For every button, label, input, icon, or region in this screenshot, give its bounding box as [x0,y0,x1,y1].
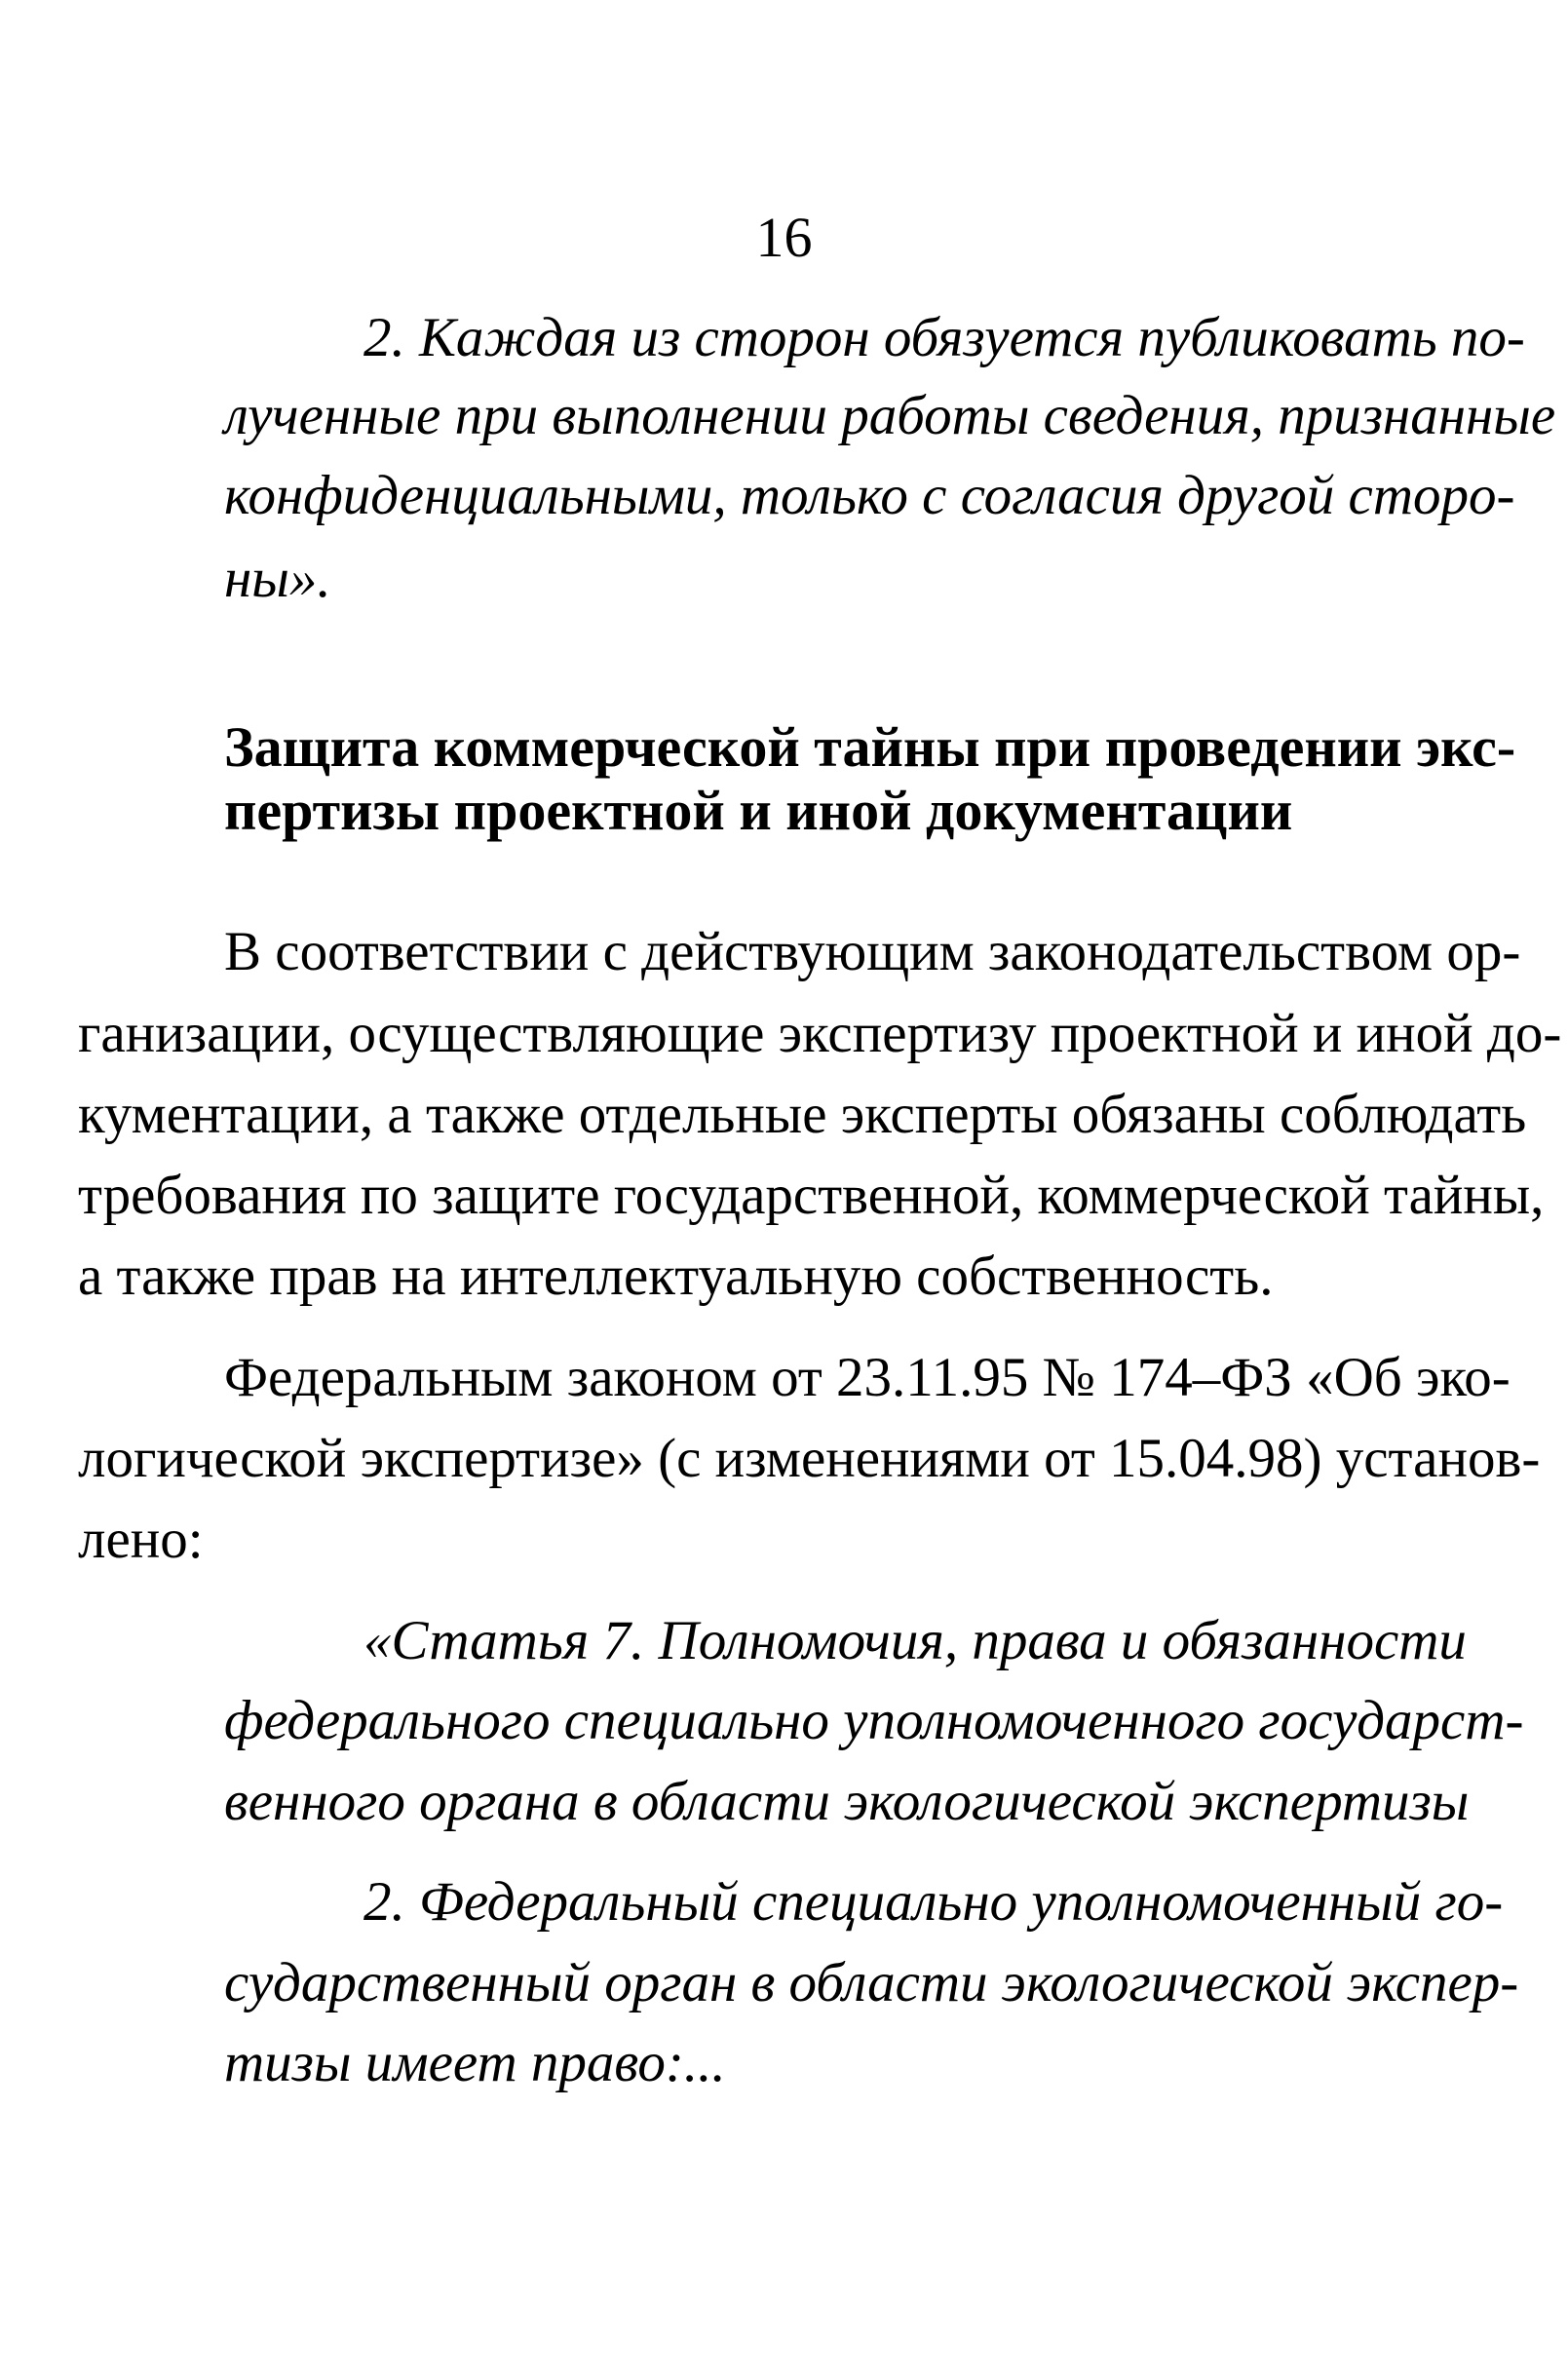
paragraph-1-line-3: кументации, а также отдельные эксперты обязаны соблюдать [78,1084,1527,1145]
section-heading-line-1: Защита коммерческой тайны при проведении экс- [224,715,1516,779]
article-quote-line-2: федерального специально уполномоченного государст- [224,1690,1524,1751]
article-item-line-3: тизы имеет право:... [224,2032,726,2093]
paragraph-1-line-1: В соответствии с действующим законодательством ор- [224,921,1521,982]
page-number: 16 [755,206,813,269]
paragraph-1-line-4: требования по защите государственной, коммерческой тайны, [78,1165,1545,1226]
article-quote-line-3: венного органа в области экологической экспертизы [224,1771,1470,1832]
article-item-line-1: 2. Федеральный специально уполномоченный го- [363,1871,1504,1933]
section-heading-line-2: пертизы проектной и иной документации [224,779,1293,842]
quote-end-line-3: конфиденциальными, только с согласия другой сторо- [224,465,1515,526]
paragraph-1-line-5: а также прав на интеллектуальную собственность. [78,1246,1274,1307]
article-quote-line-1: «Статья 7. Полномочия, права и обязанности [363,1610,1467,1671]
paragraph-2-line-2: логической экспертизе» (с изменениями от 15.04.98) установ- [78,1428,1541,1489]
article-item-line-2: сударственный орган в области экологической экспер- [224,1952,1519,2013]
paragraph-1-line-2: ганизации, осуществляющие экспертизу проектной и иной до- [78,1003,1562,1064]
quote-end-line-2: лученные при выполнении работы сведения, признанные [224,385,1556,446]
quote-end-line-4: ны». [224,548,331,609]
paragraph-2-line-1: Федеральным законом от 23.11.95 № 174–ФЗ «Об эко- [224,1347,1511,1408]
paragraph-2-line-3: лено: [78,1509,204,1570]
quote-end-line-1: 2. Каждая из сторон обязуется публиковать по- [363,307,1525,368]
